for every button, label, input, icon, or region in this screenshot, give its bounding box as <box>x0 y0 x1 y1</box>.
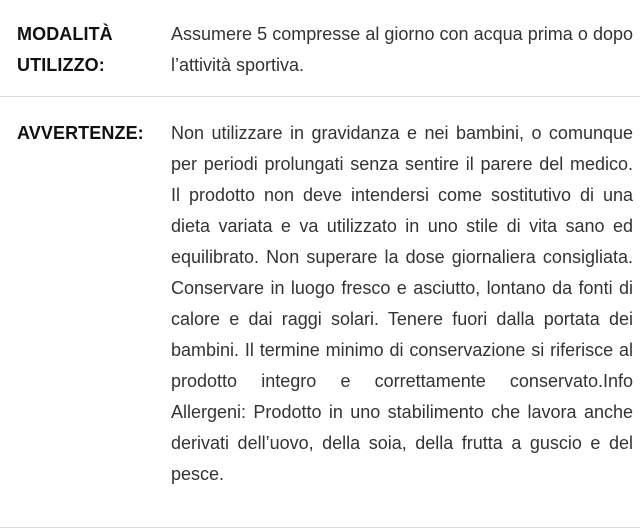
usage-text: Assumere 5 compresse al giorno con acqua prima o dopo l’attività sportiva. <box>171 24 633 75</box>
warnings-label: AVVERTENZE: <box>17 123 144 143</box>
usage-label: MODALITÀ UTILIZZO: <box>17 24 113 75</box>
warnings-text: Non utilizzare in gravidanza e nei bambini, o comunque per periodi prolungati senza sentire il parere del medico. Il prodotto non deve intendersi come sostitutivo di una dieta variata e va utilizzato in uno stile di vita sano ed equilibrato. Non superare la dose giornaliera consigliata. Conservare in luogo fresco e asciutto, lontano da fonti di calore e dai raggi solari. Tenere fuori dalla portata dei bambini. Il termine minimo di conservazione si riferisce al prodotto integro e correttamente conservato.Info Allergeni: Prodotto in uno stabilimento che lavora anche derivati dell’uovo, della soia, della frutta a guscio e del pesce. <box>171 123 633 484</box>
spec-row-warnings <box>0 97 640 528</box>
spec-row-usage <box>0 0 640 97</box>
